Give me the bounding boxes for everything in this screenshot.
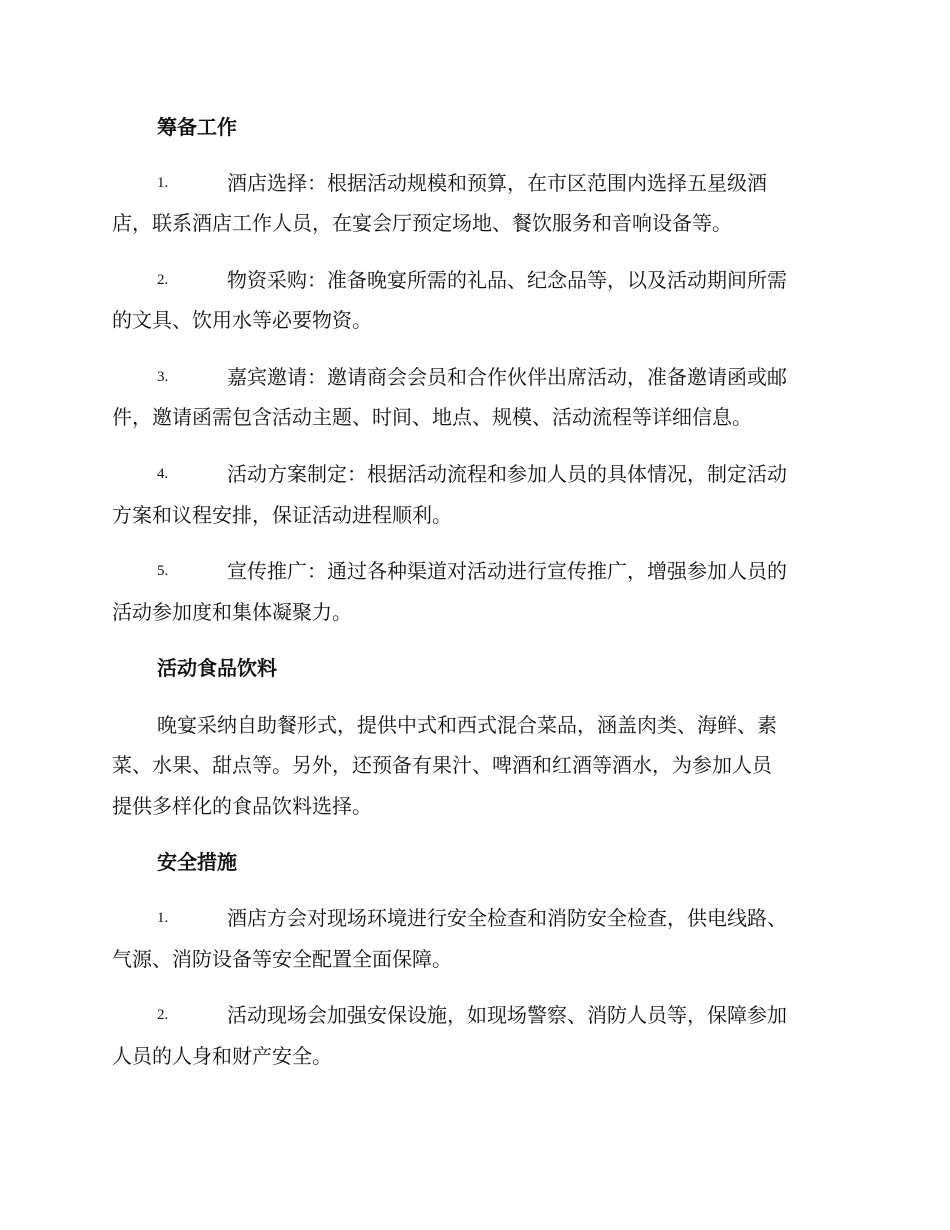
list-item-text-cont: 件，邀请函需包含活动主题、时间、地点、规模、活动流程等详细信息。 (112, 405, 752, 429)
section-heading-safety: 安全措施 (157, 850, 237, 874)
list-item-text-cont: 活动参加度和集体凝聚力。 (112, 600, 352, 624)
list-item-text-cont: 人员的人身和财产安全。 (112, 1044, 332, 1068)
list-number: 5. (157, 563, 169, 579)
list-number: 2. (157, 272, 169, 288)
paragraph-line: 菜、水果、甜点等。另外，还预备有果汁、啤酒和红酒等酒水，为参加人员 (112, 753, 772, 777)
list-item-text: 物资采购：准备晚宴所需的礼品、纪念品等，以及活动期间所需 (227, 268, 787, 292)
list-item-text: 嘉宾邀请：邀请商会会员和合作伙伴出席活动，准备邀请函或邮 (227, 365, 787, 389)
list-item-text: 酒店方会对现场环境进行安全检查和消防安全检查，供电线路、 (227, 906, 787, 930)
paragraph-line: 晚宴采纳自助餐形式，提供中式和西式混合菜品，涵盖肉类、海鲜、素 (157, 713, 777, 737)
list-number: 1. (157, 910, 169, 926)
list-item-text: 活动方案制定：根据活动流程和参加人员的具体情况，制定活动 (227, 462, 787, 486)
list-item-text: 活动现场会加强安保设施，如现场警察、消防人员等，保障参加 (227, 1003, 787, 1027)
list-item-text-cont: 店，联系酒店工作人员，在宴会厅预定场地、餐饮服务和音响设备等。 (112, 211, 732, 235)
list-item-text-cont: 的文具、饮用水等必要物资。 (112, 308, 372, 332)
section-heading-prep: 筹备工作 (157, 115, 237, 139)
list-number: 1. (157, 175, 169, 191)
section-heading-food: 活动食品饮料 (157, 656, 277, 680)
paragraph-line: 提供多样化的食品饮料选择。 (112, 794, 372, 818)
list-number: 4. (157, 466, 169, 482)
list-item-text-cont: 气源、消防设备等安全配置全面保障。 (112, 947, 452, 971)
list-number: 2. (157, 1007, 169, 1023)
list-item-text-cont: 方案和议程安排，保证活动进程顺利。 (112, 503, 452, 527)
list-item-text: 宣传推广：通过各种渠道对活动进行宣传推广，增强参加人员的 (227, 559, 787, 583)
list-number: 3. (157, 369, 169, 385)
list-item-text: 酒店选择：根据活动规模和预算，在市区范围内选择五星级酒 (227, 171, 767, 195)
